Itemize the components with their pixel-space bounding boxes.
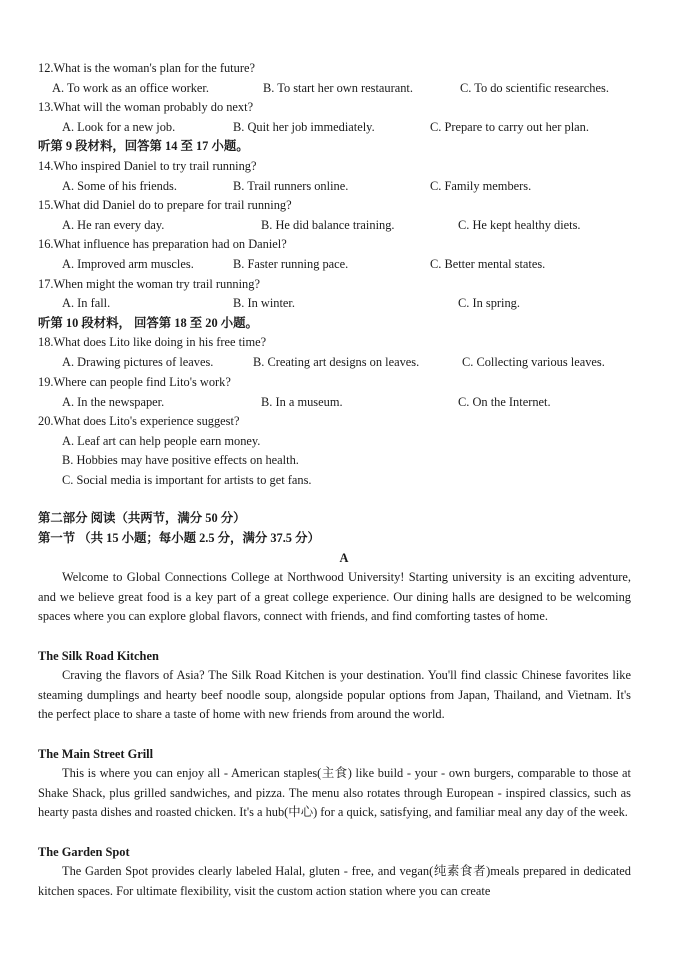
- option-12a: A. To work as an office worker.: [52, 81, 209, 95]
- option-14b: B. Trail runners online.: [233, 179, 349, 193]
- question-20: 20.What does Lito's experience suggest?: [38, 414, 240, 428]
- question-18: 18.What does Lito like doing in his free time?: [38, 335, 267, 349]
- reading-section1-header: 第一节 （共 15 小题；每小题 2.5 分，满分 37.5 分）: [38, 531, 320, 545]
- question-17: 17.When might the woman try trail running?: [38, 277, 260, 291]
- reading-part-header: 第二部分 阅读（共两节，满分 50 分）: [38, 511, 246, 525]
- option-14a: A. Some of his friends.: [62, 179, 177, 193]
- option-14c: C. Family members.: [430, 179, 532, 193]
- heading-silk-road: The Silk Road Kitchen: [38, 649, 159, 663]
- option-19c: C. On the Internet.: [458, 395, 551, 409]
- option-16a: A. Improved arm muscles.: [62, 257, 194, 271]
- option-13a: A. Look for a new job.: [62, 120, 176, 134]
- question-15: 15.What did Daniel do to prepare for trail running?: [38, 198, 292, 212]
- option-20c: C. Social media is important for artists to get fans.: [62, 473, 312, 487]
- heading-garden-spot: The Garden Spot: [38, 845, 130, 859]
- passage-garden-spot: The Garden Spot provides clearly labeled Halal, gluten - free, and vegan(纯素食者)meals prepared in dedicated kitchen spaces. For ultimate flexibility, visit the custom action station where you can create: [38, 864, 631, 898]
- option-17c: C. In spring.: [458, 296, 520, 310]
- option-12b: B. To start her own restaurant.: [263, 81, 413, 95]
- heading-main-street: The Main Street Grill: [38, 747, 154, 761]
- option-20a: A. Leaf art can help people earn money.: [62, 434, 261, 448]
- option-19a: A. In the newspaper.: [62, 395, 165, 409]
- option-15b: B. He did balance training.: [261, 218, 395, 232]
- question-19: 19.Where can people find Lito's work?: [38, 375, 231, 389]
- option-17a: A. In fall.: [62, 296, 111, 310]
- option-15c: C. He kept healthy diets.: [458, 218, 581, 232]
- option-13c: C. Prepare to carry out her plan.: [430, 120, 589, 134]
- option-20b: B. Hobbies may have positive effects on health.: [62, 453, 299, 467]
- option-17b: B. In winter.: [233, 296, 295, 310]
- question-16: 16.What influence has preparation had on Daniel?: [38, 237, 287, 251]
- question-14: 14.Who inspired Daniel to try trail running?: [38, 159, 257, 173]
- passage-letter: A: [339, 551, 349, 565]
- option-19b: B. In a museum.: [261, 395, 343, 409]
- option-18b: B. Creating art designs on leaves.: [253, 355, 420, 369]
- option-13b: B. Quit her job immediately.: [233, 120, 375, 134]
- passage-intro: Welcome to Global Connections College at Northwood University! Starting university is an exciting adventure, and we believe great food is a key part of a great college experience. Our dining halls are designed to be welcoming spaces where you can explore global flavors, connect with friends, and find comforting tastes of home.: [38, 570, 631, 624]
- section-header-9: 听第 9 段材料，回答第 14 至 17 小题。: [38, 139, 249, 153]
- option-12c: C. To do scientific researches.: [460, 81, 609, 95]
- option-18c: C. Collecting various leaves.: [462, 355, 605, 369]
- question-13: 13.What will the woman probably do next?: [38, 100, 254, 114]
- passage-silk-road: Craving the flavors of Asia? The Silk Road Kitchen is your destination. You'll find classic Chinese favorites like steaming dumplings and hearty beef noodle soup, alongside popular options from Japan, Thailand, and Vietnam. It's the perfect place to share a taste of home with new friends from around the world.: [38, 668, 631, 722]
- option-16c: C. Better mental states.: [430, 257, 546, 271]
- option-15a: A. He ran every day.: [62, 218, 165, 232]
- passage-main-street: This is where you can enjoy all - American staples(主食) like build - your - own burgers, comparable to those at Shake Shack, plus grilled sandwiches, and pizza. The menu also rotates through European - inspired classics, such as hearty pasta dishes and roasted chicken. It's a hub(中心) for a quick, satisfying, and familiar meal any day of the week.: [38, 766, 631, 820]
- question-12: 12.What is the woman's plan for the future?: [38, 61, 255, 75]
- section-header-10: 听第 10 段材料， 回答第 18 至 20 小题。: [38, 316, 258, 330]
- option-16b: B. Faster running pace.: [233, 257, 349, 271]
- option-18a: A. Drawing pictures of leaves.: [62, 355, 214, 369]
